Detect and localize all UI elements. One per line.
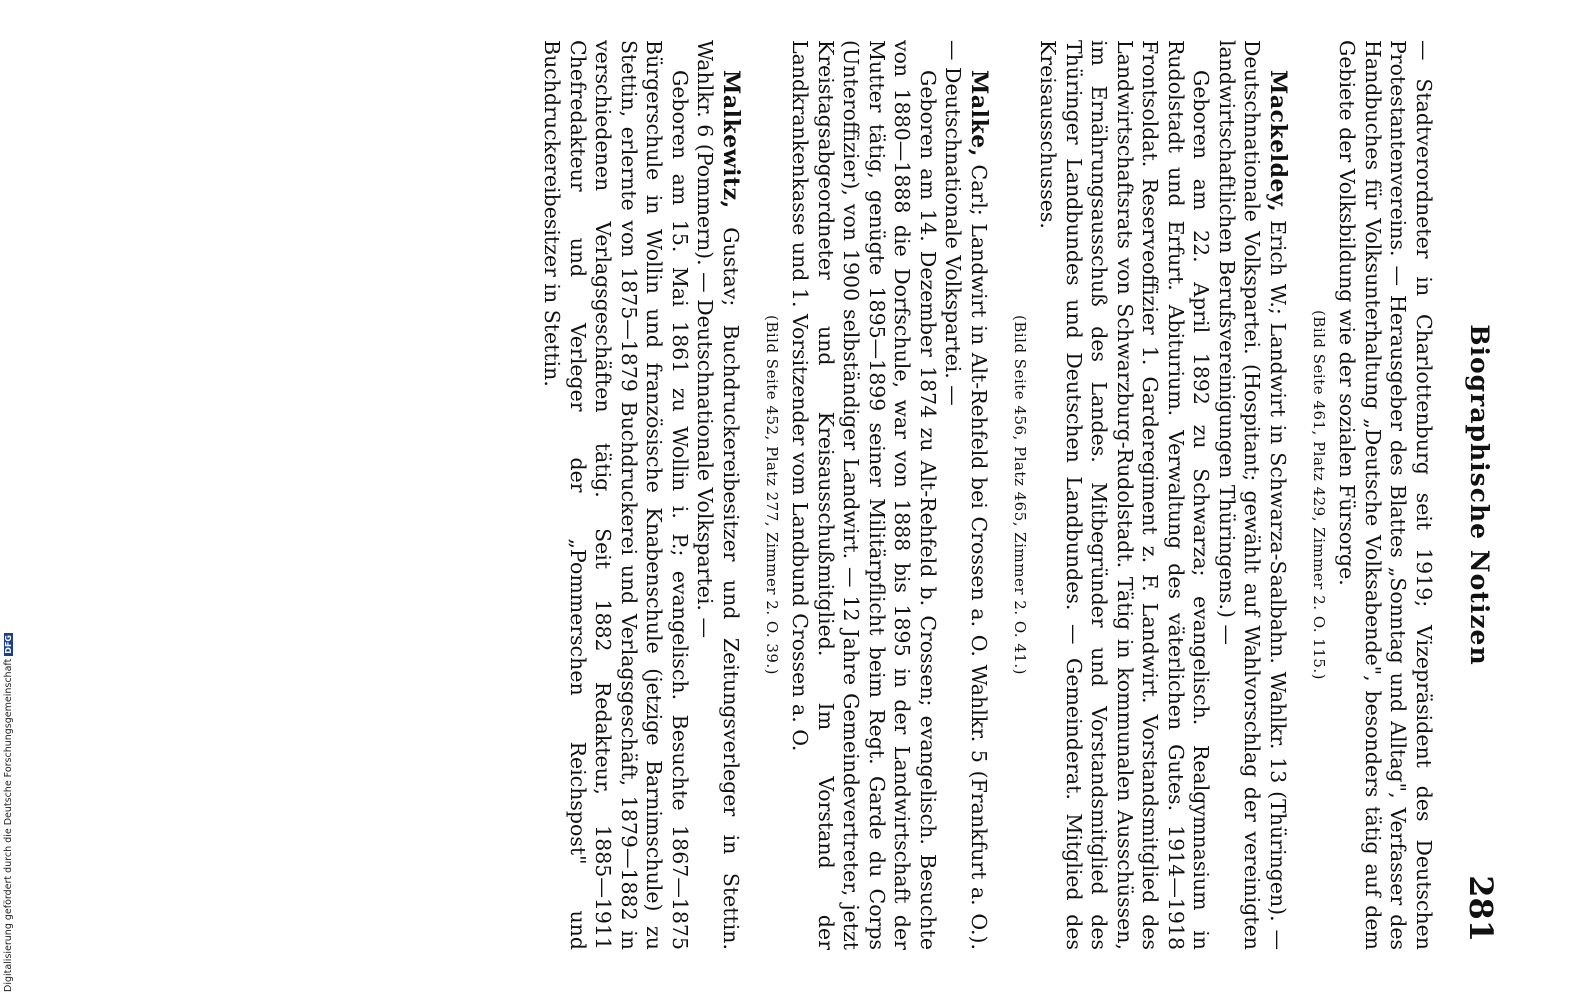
entry-heading-paragraph — [940, 40, 991, 950]
biography-entry-malke — [761, 40, 991, 950]
dfg-notice-label: Digitalisierung gefördert durch die Deutsche Forschungsgemeinschaft — [3, 658, 14, 992]
entry-body: Geboren am 15. Mai 1861 zu Wollin i. P.; evangelisch. Besuchte 1867—1875 Bürgerschule in Wollin und französische Knabenschule (jetzige Barnimschule) zu Stettin, erlernte von 1875—1879 Buchdruckerei und Verlagsgeschäft, 1879—1882 in verschiedenen Verlagsgeschäften tätig. Seit 1882 Redakteur, 1885—1911 Chefredakteur und Verleger der „Pommerschen Reichspost" und Buchdruckereibesitzer in Stettin. — [540, 40, 692, 950]
entry-name: Mackeldey, — [1265, 70, 1291, 213]
running-title: Biographische Notizen — [1465, 324, 1494, 666]
digitization-notice-text — [3, 633, 14, 992]
page-header — [1452, 40, 1500, 950]
entry-heading-paragraph — [692, 40, 743, 950]
entry-heading-text: Carl; Landwirt in Alt-Rehfeld bei Crossen a. O. Wahlkr. 5 (Frankfurt a. O.). — Deutschnationale Volkspartei. — — [941, 40, 991, 950]
photo-reference: (Bild Seite 452, Platz 277, Zimmer 2. O. 39.) — [763, 314, 781, 676]
biography-entry-mackeldey — [1009, 40, 1290, 950]
dfg-logo-icon: DFG — [4, 635, 13, 654]
photo-reference: (Bild Seite 461, Platz 429, Zimmer 2. O. 115.) — [1310, 309, 1328, 681]
entry-body: Geboren am 14. Dezember 1874 zu Alt-Rehfeld b. Crossen; evangelisch. Besuchte von 1880—1888 die Dorfschule, war von 1888 bis 1895 in der Landwirtschaft der Mutter tätig, genügte 1895—1899 seiner Militärpflicht beim Regt. Garde du Corps (Unteroffizier), von 1900 selbständiger Landwirt. — 12 Jahre Gemeindevertreter, jetzt Kreistagsabgeordneter und Kreisausschußmitglied. Im Vorstand der Landkrankenkasse und 1. Vorsitzender vom Landbund Crossen a. O. — [788, 40, 940, 950]
entry-heading-paragraph — [1214, 40, 1291, 950]
entry-name: Malke, — [966, 70, 992, 157]
biography-entry-continued — [1308, 40, 1436, 950]
entry-heading-text: Erich W.; Landwirt in Schwarza-Saalbahn. Wahlkr. 13 (Thüringen). — Deutschnationale Volkspartei. (Hospitant; gewählt auf Wahlvorschlag der vereinigten landwirtschaftlichen Berufsvereinigungen Thüringens.) — — [1215, 40, 1290, 950]
biography-entry-malkewitz — [539, 40, 743, 950]
entry-name: Malkewitz, — [718, 70, 744, 209]
page-content — [70, 40, 1500, 950]
page-number: 281 — [1462, 875, 1500, 942]
digitization-notice — [2, 572, 12, 992]
entry-paragraph: — Stadtverordneter in Charlottenburg seit 1919; Vizepräsident des Deutschen Protestantenvereins. — Herausgeber des Blattes „Sonntag und Alltag", Verfasser des Handbuches für Volksunterhaltung „Deutsche Volksabende", besonders tätig auf dem Gebiete der Volksbildung wie der sozialen Fürsorge. — [1335, 40, 1436, 950]
photo-reference: (Bild Seite 456, Platz 465, Zimmer 2. O. 41.) — [1011, 314, 1029, 676]
entry-heading-text: Gustav; Buchdruckereibesitzer und Zeitungsverleger in Stettin. Wahlkr. 6 (Pommern). — Deutschnationale Volkspartei. — — [693, 40, 743, 950]
entry-body: Geboren am 22. April 1892 zu Schwarza; evangelisch. Realgymnasium in Rudolstadt und Erfurt. Abiturium. Verwaltung des väterlichen Gutes. 1914—1918 Frontsoldat. Reserveoffizier 1. Garderegiment z. F. Landwirt. Vorstandsmitglied des Landwirtschaftsrats von Schwarzburg-Rudolstadt. Tätig in kommunalen Ausschüssen, im Ernährungsausschuß des Landes. Mitbegründer und Vorstandsmitglied des Thüringer Landbundes und Deutschen Landbundes. — Gemeinderat. Mitglied des Kreisausschusses. — [1036, 40, 1214, 950]
